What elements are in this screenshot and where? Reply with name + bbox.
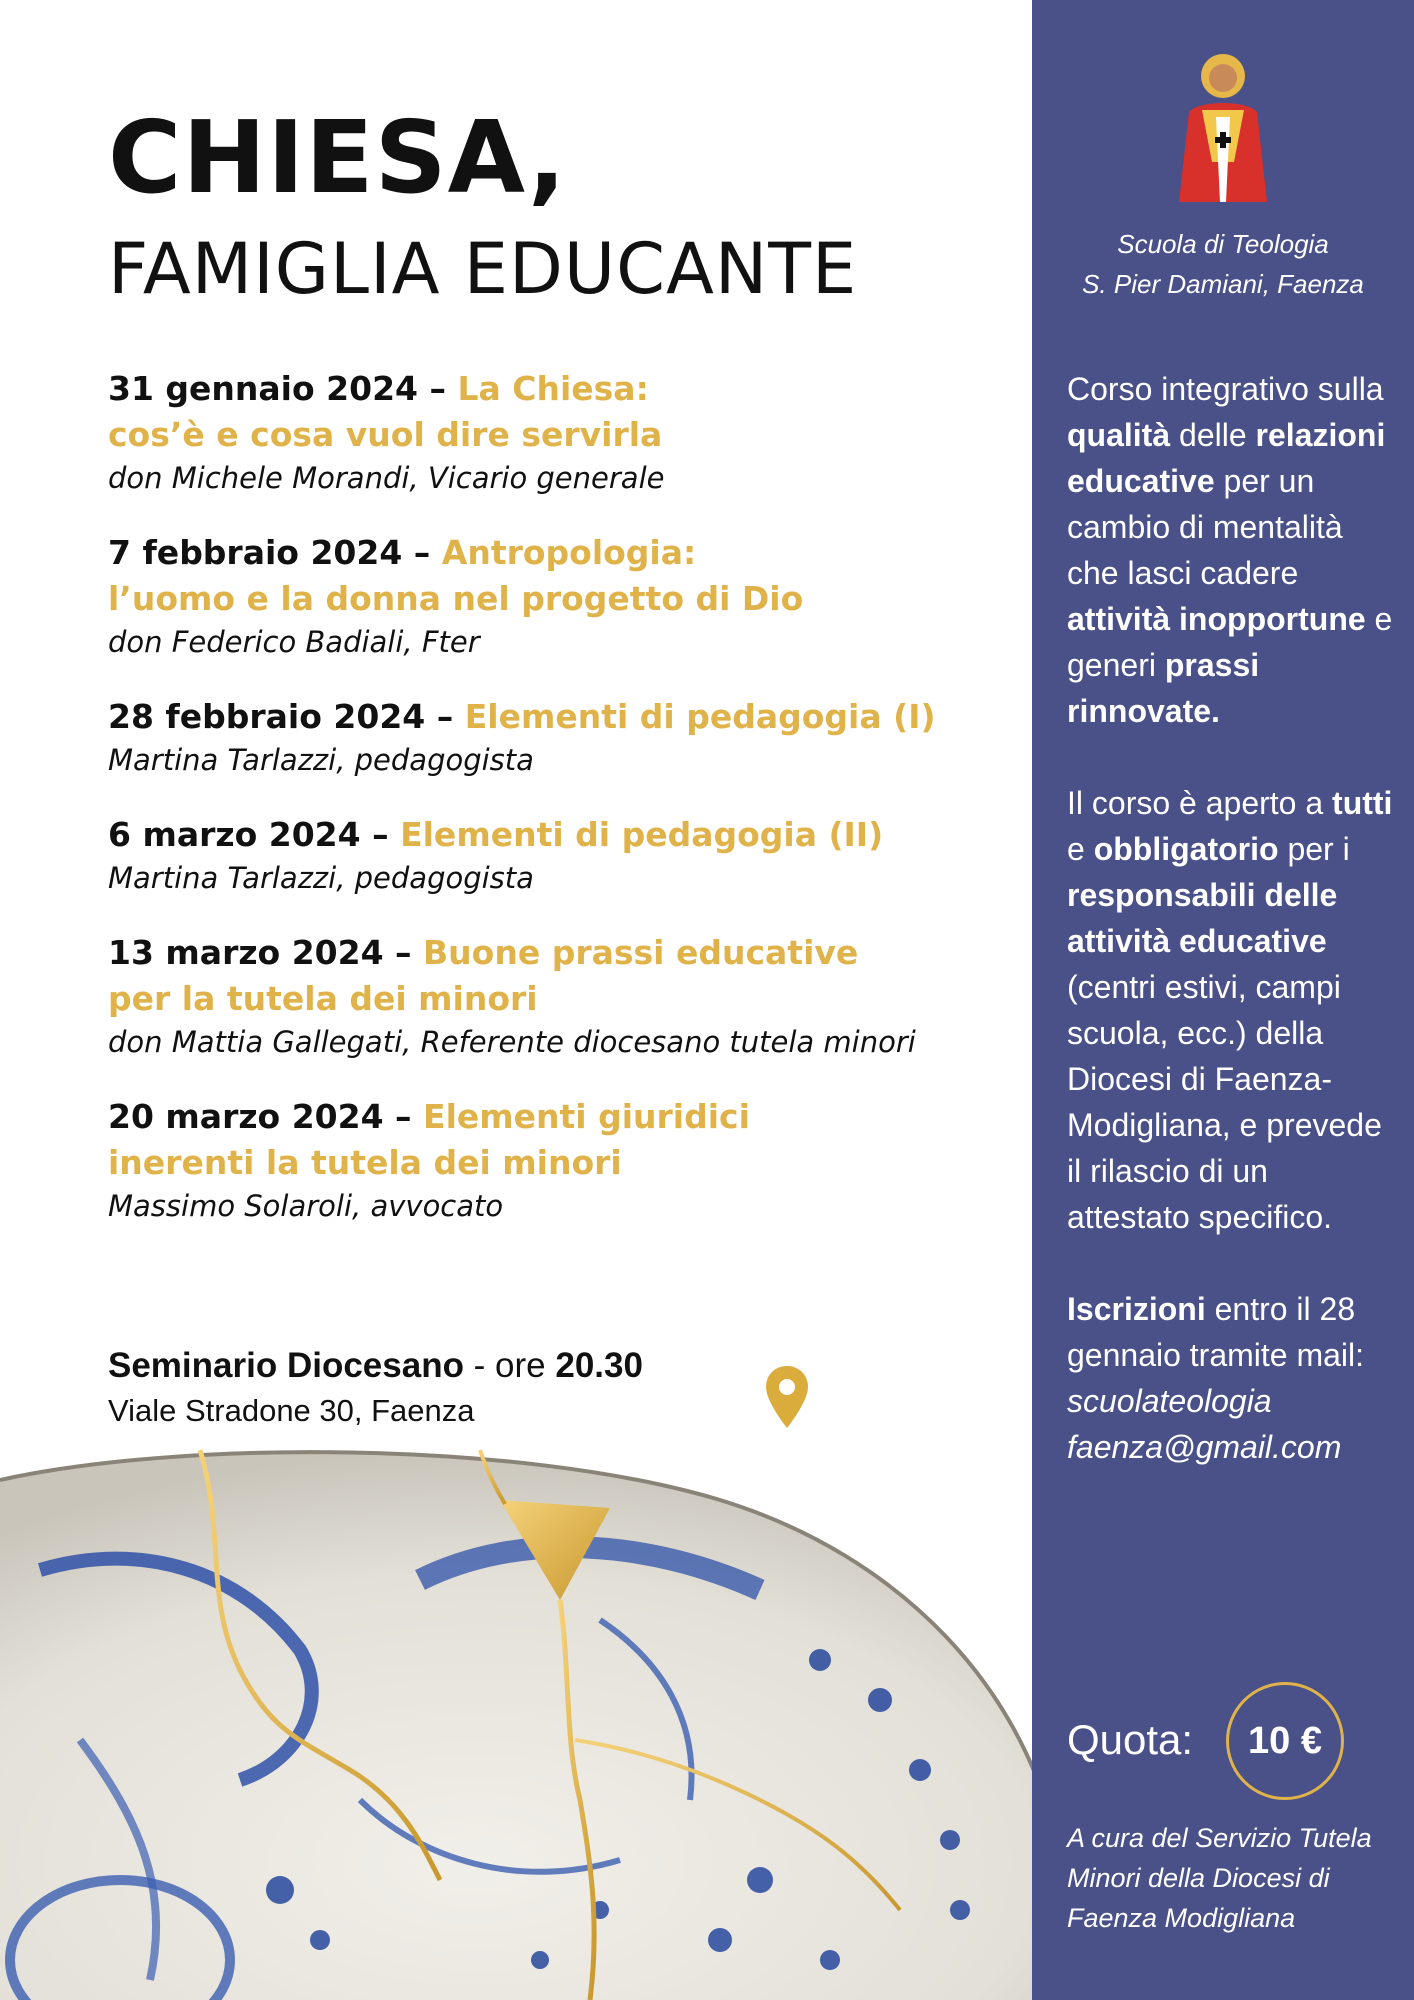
enrollment-info: Iscrizioni entro il 28 gennaio tramite mail:	[1067, 1291, 1365, 1373]
saint-icon	[1164, 52, 1282, 202]
event-topic: per la tutela dei minori	[108, 979, 538, 1018]
event-speaker: Massimo Solaroli, avvocato	[108, 1189, 504, 1223]
organizer-note: A cura del Servizio Tutela Minori della Diocesi di Faenza Modigliana	[1067, 1823, 1372, 1933]
event-item	[108, 694, 988, 780]
venue-info	[108, 1342, 708, 1432]
event-topic: Antropologia:	[441, 533, 697, 572]
quota-price: 10 €	[1226, 1682, 1344, 1800]
venue-name: Seminario Diocesano	[108, 1346, 464, 1385]
school-name: Scuola di Teologia S. Pier Damiani, Faenza	[1082, 229, 1364, 299]
event-item	[108, 812, 988, 898]
event-item	[108, 1094, 988, 1226]
event-date: 7 febbraio 2024 –	[108, 533, 442, 572]
info-sidebar	[1032, 0, 1414, 2000]
event-date: 13 marzo 2024 –	[108, 933, 424, 972]
quota-label: Quota:	[1067, 1716, 1194, 1763]
course-description: Corso integrativo sulla qualità delle relazioni educative per un cambio di mentalità che lasci cadere attività inopportune e generi prassi rinnovate. Il corso è aperto a tutti e obbligatorio per i responsabili delle attività educative (centri estivi, campi scuola, ecc.) della Diocesi di Faenza-Modigliana, e prevede il rilascio di un attestato specifico. Iscrizioni entro il 28 gennaio tramite mail: scuolateologia faenza@gmail.com	[1067, 366, 1397, 1470]
event-topic: l’uomo e la donna nel progetto di Dio	[108, 579, 804, 618]
event-topic: cos’è e cosa vuol dire servirla	[108, 415, 663, 454]
venue-time-prefix: - ore	[463, 1346, 556, 1385]
event-topic: La Chiesa:	[457, 369, 649, 408]
event-topic: inerenti la tutela dei minori	[108, 1143, 622, 1182]
event-date: 28 febbraio 2024 –	[108, 697, 465, 736]
event-item	[108, 530, 988, 662]
event-topic: Buone prassi educative	[423, 933, 859, 972]
event-item	[108, 930, 988, 1062]
event-speaker: Martina Tarlazzi, pedagogista	[108, 743, 534, 777]
event-date: 20 marzo 2024 –	[108, 1097, 424, 1136]
event-speaker: don Michele Morandi, Vicario generale	[108, 461, 665, 495]
event-topic: Elementi di pedagogia (II)	[400, 815, 884, 854]
event-speaker: don Federico Badiali, Fter	[108, 625, 480, 659]
venue-time: 20.30	[555, 1346, 643, 1385]
enrollment-email[interactable]: scuolateologia faenza@gmail.com	[1067, 1383, 1342, 1465]
event-date: 6 marzo 2024 –	[108, 815, 401, 854]
event-speaker: don Mattia Gallegati, Referente diocesano tutela minori	[108, 1025, 916, 1059]
event-date: 31 gennaio 2024 –	[108, 369, 458, 408]
event-speaker: Martina Tarlazzi, pedagogista	[108, 861, 534, 895]
kintsugi-bowl-image	[0, 1440, 1060, 2000]
venue-address: Viale Stradone 30, Faenza	[108, 1393, 475, 1428]
page-subtitle: FAMIGLIA EDUCANTE	[108, 228, 858, 310]
event-item	[108, 366, 988, 498]
location-pin-icon	[763, 1364, 811, 1430]
event-topic: Elementi di pedagogia (I)	[464, 697, 936, 736]
events-list	[108, 366, 988, 1258]
page-title: CHIESA,	[108, 99, 567, 216]
event-topic: Elementi giuridici	[423, 1097, 750, 1136]
